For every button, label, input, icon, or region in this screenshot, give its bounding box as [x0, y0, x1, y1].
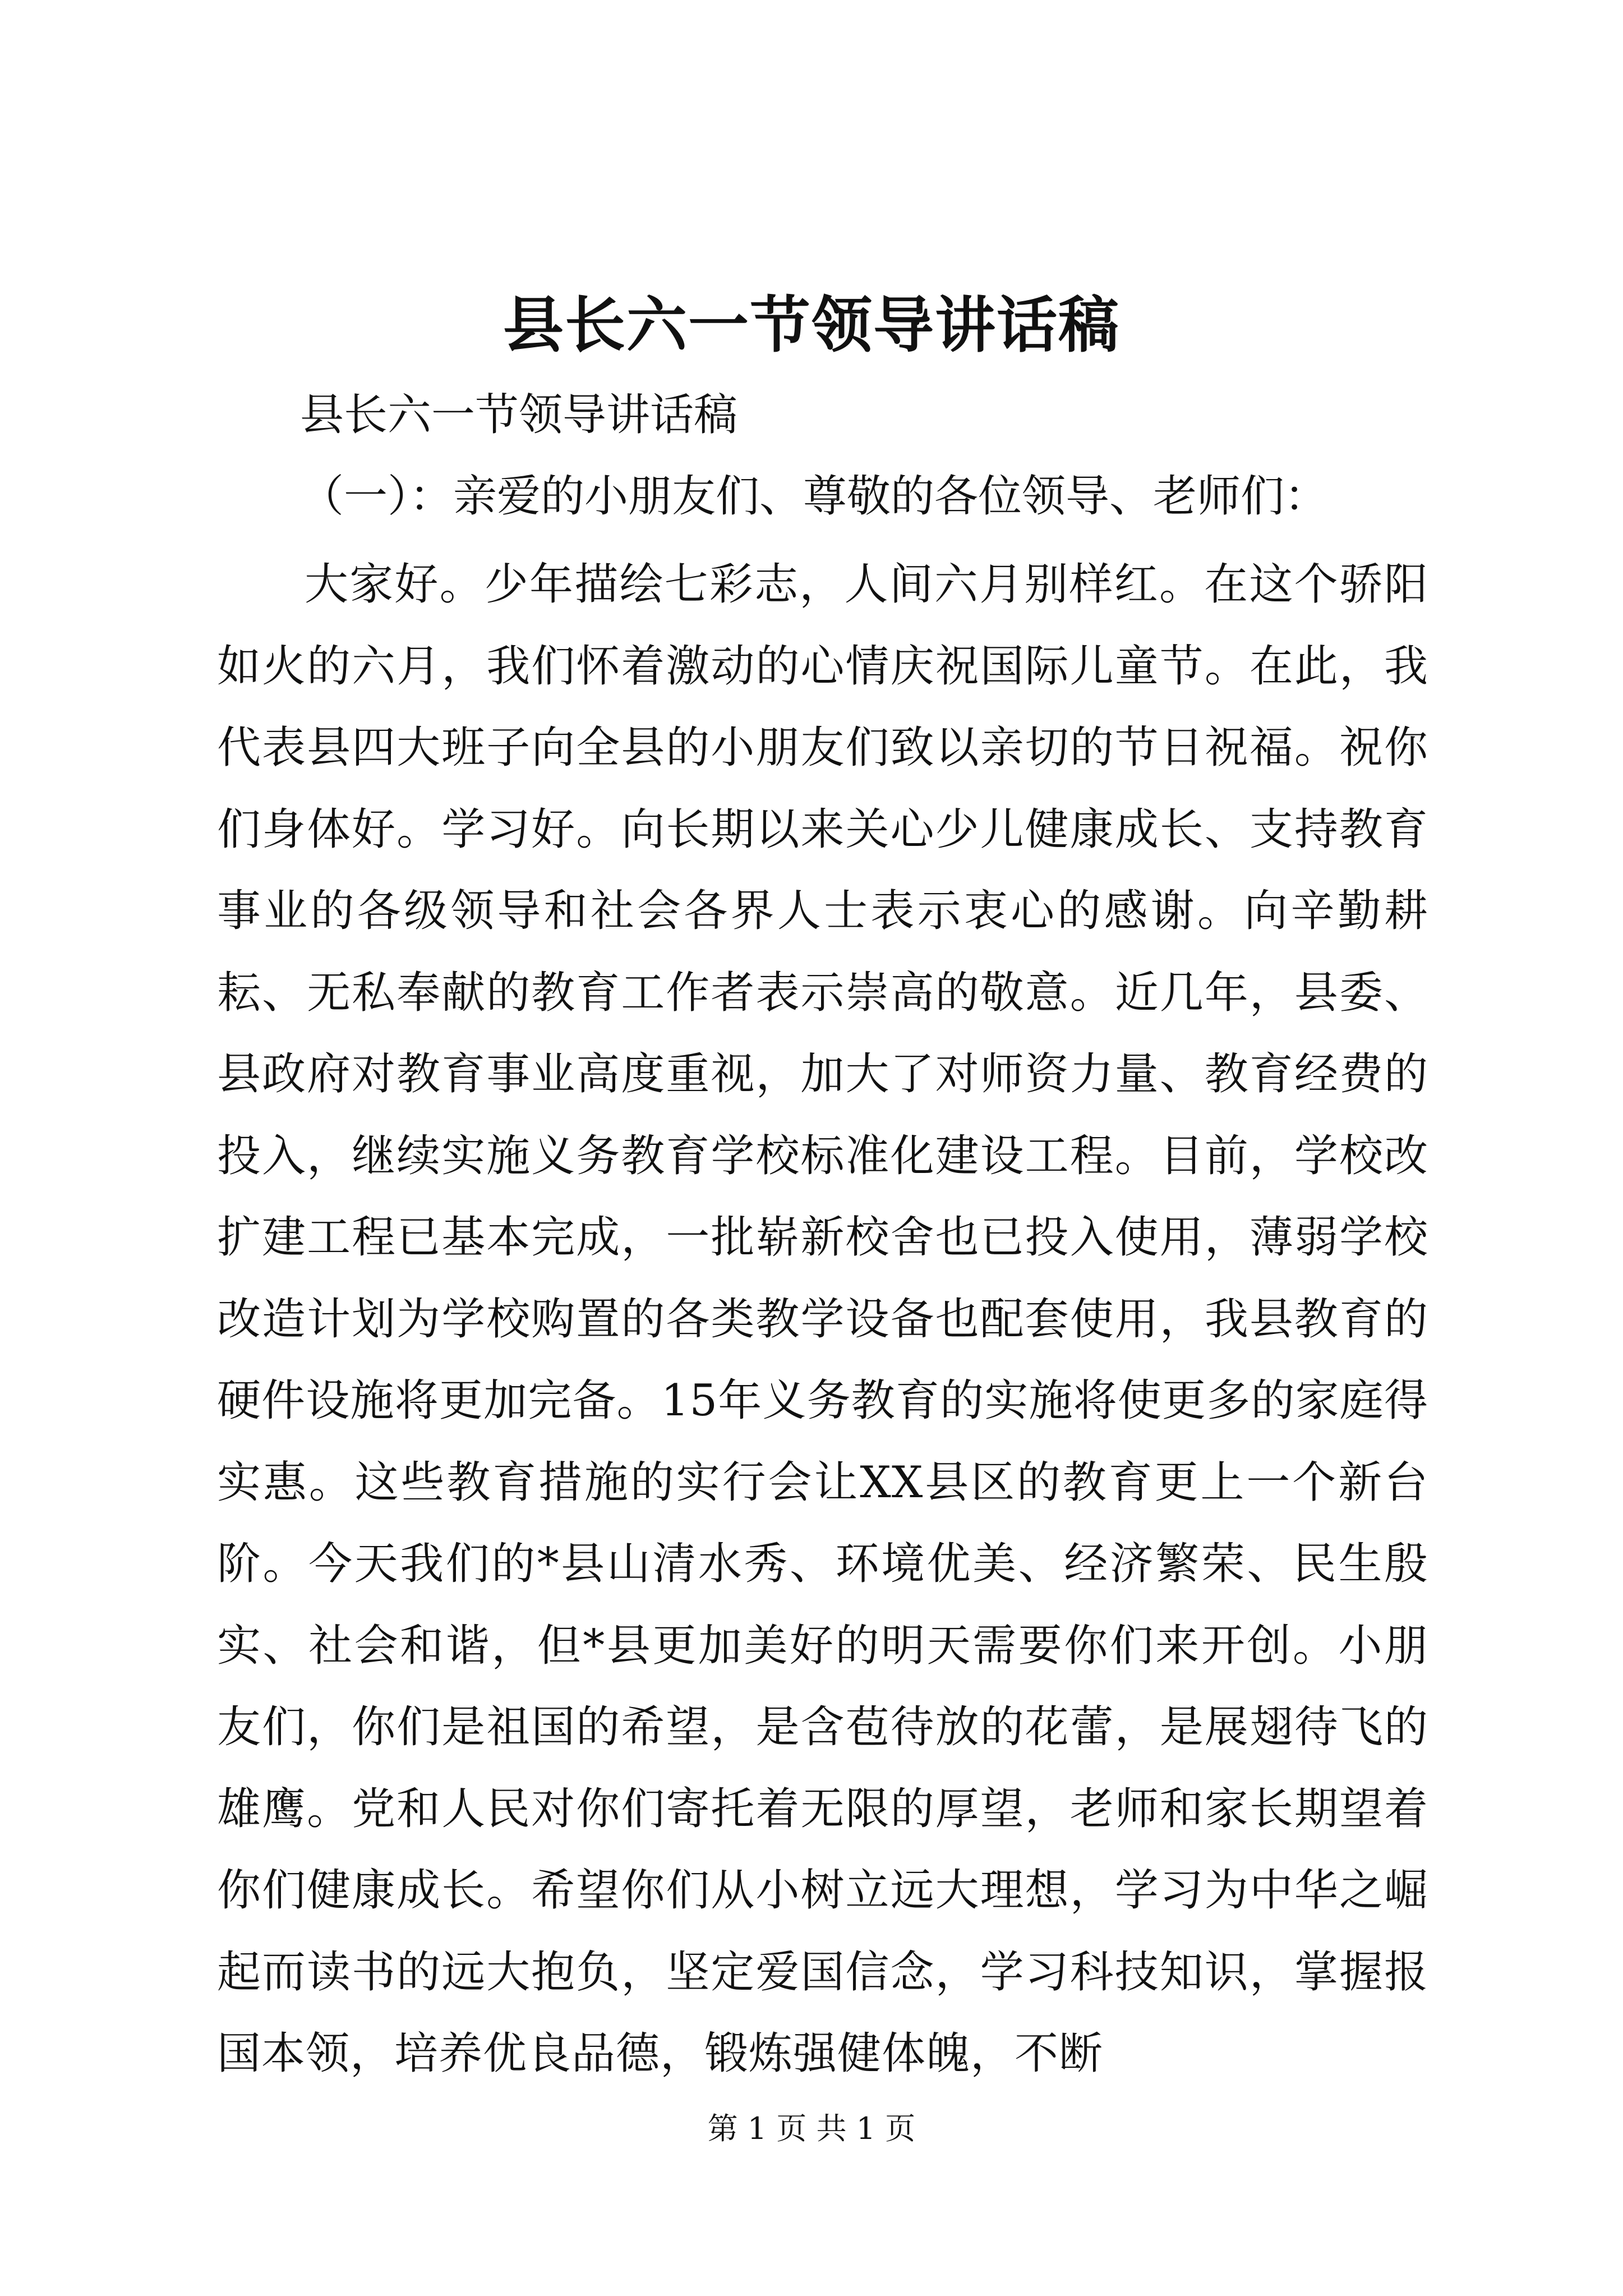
document-subtitle: 县长六一节领导讲话稿 — [300, 390, 738, 440]
body-paragraph: 大家好。少年描绘七彩志，人间六月别样红。在这个骄阳如火的六月，我们怀着激动的心情庆祝国际儿童节。在此，我代表县四大班子向全县的小朋友们致以亲切的节日祝福。祝你们身体好。学习好。向长期以来关心少儿健康成长、支持教育事业的各级领导和社会各界人士表示衷心的感谢。向辛勤耕耘、无私奉献的教育工作者表示崇高的敬意。近几年，县委、县政府对教育事业高度重视，加大了对师资力量、教育经费的投入，继续实施义务教育学校标准化建设工程。目前，学校改扩建工程已基本完成，一批崭新校舍也已投入使用，薄弱学校改造计划为学校购置的各类教学设备也配套使用，我县教育的硬件设施将更加完备。15年义务教育的实施将使更多的家庭得实惠。这些教育措施的实行会让XX县区的教育更上一个新台阶。今天我们的*县山清水秀、环境优美、经济繁荣、民生殷实、社会和谐，但*县更加美好的明天需要你们来开创。小朋友们，你们是祖国的希望，是含苞待放的花蕾，是展翅待飞的雄鹰。党和人民对你们寄托着无限的厚望，老师和家长期望着你们健康成长。希望你们从小树立远大理想，学习为中华之崛起而读书的远大抱负，坚定爱国信念，学习科技知识，掌握报国本领，培养优良品德，锻炼强健体魄，不断 — [217, 559, 1428, 2079]
greeting-line: （一）：亲爱的小朋友们、尊敬的各位领导、老师们： — [300, 471, 1329, 522]
document-title: 县长六一节领导讲话稿 — [502, 290, 1120, 361]
page-footer: 第 1 页 共 1 页 — [707, 2111, 916, 2146]
